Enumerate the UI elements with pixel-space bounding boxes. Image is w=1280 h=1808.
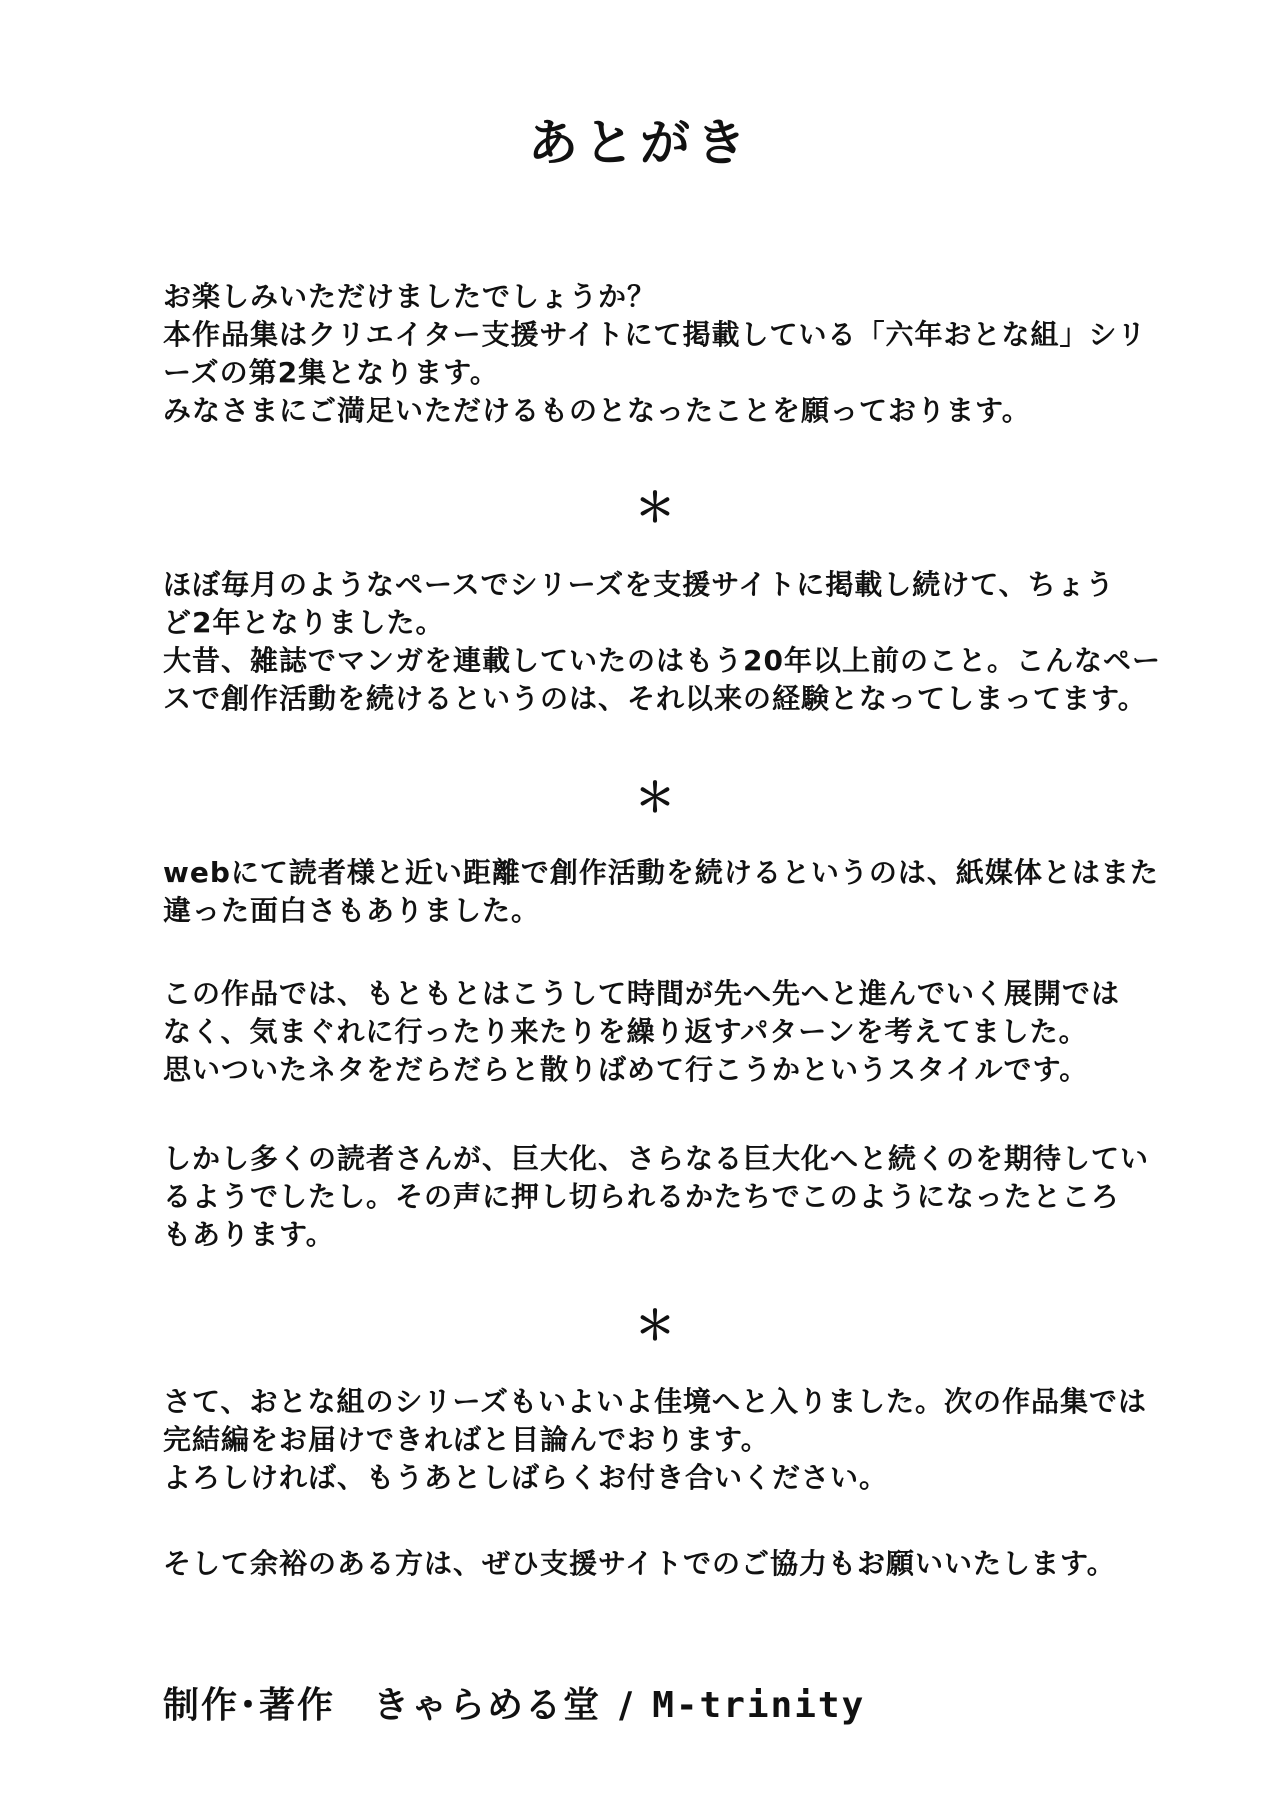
text-line: ほぼ毎月のようなペースでシリーズを支援サイトに掲載し続けて、ちょう <box>163 568 1115 601</box>
page-title: あとがき <box>528 113 752 172</box>
section-separator: ＊ <box>635 1303 675 1349</box>
text-line: お楽しみいただけましたでしょうか？ <box>163 280 657 313</box>
paragraph-support <box>163 1545 1123 1583</box>
text-line: よろしければ、もうあとしばらくお付き合いください。 <box>163 1461 889 1494</box>
text-line: 完結編をお届けできればと目論んでおります。 <box>163 1423 770 1456</box>
text-line: webにて読者様と近い距離で創作活動を続けるというのは、紙媒体とはまた <box>163 856 1159 889</box>
paragraph-readers <box>163 1140 1150 1254</box>
text-line: 違った面白さもありました。 <box>163 894 541 927</box>
text-line: スで創作活動を続けるというのは、それ以来の経験となってしまってます。 <box>163 682 1147 715</box>
text-line: なく、気まぐれに行ったり来たりを繰り返すパターンを考えてました。 <box>163 1015 1088 1048</box>
section-separator: ＊ <box>635 485 675 531</box>
text-line: 大昔、雑誌でマンガを連載していたのはもう20年以上前のこと。こんなペー <box>163 644 1161 677</box>
text-line: さて、おとな組のシリーズもいよいよ佳境へと入りました。次の作品集では <box>163 1385 1148 1418</box>
text-line: 本作品集はクリエイター支援サイトにて掲載している「六年おとな組」シリ <box>163 318 1147 351</box>
credit-label: 制作･著作 <box>163 1685 336 1726</box>
paragraph-history <box>163 566 1161 718</box>
text-line: そして余裕のある方は、ぜひ支援サイトでのご協力もお願いいたします。 <box>163 1547 1116 1580</box>
credit-author-jp: きゃらめる堂 <box>373 1685 602 1726</box>
text-line: ど2年となりました。 <box>163 606 445 639</box>
text-line: ーズの第2集となります。 <box>163 356 499 389</box>
paragraph-greeting <box>163 278 1147 430</box>
credit-line <box>163 1685 866 1726</box>
text-line: しかし多くの読者さんが、巨大化、さらなる巨大化へと続くのを期待してい <box>163 1142 1150 1175</box>
text-line: もあります。 <box>163 1218 335 1251</box>
credit-author-en: M-trinity <box>652 1685 866 1726</box>
paragraph-concept <box>163 975 1123 1089</box>
text-line: るようでしたし。その声に押し切られるかたちでこのようになったところ <box>163 1180 1120 1213</box>
paragraph-web <box>163 854 1159 930</box>
paragraph-next <box>163 1383 1148 1497</box>
credit-divider: / <box>619 1685 635 1726</box>
text-line: みなさまにご満足いただけるものとなったことを願っております。 <box>163 394 1031 427</box>
text-line: この作品では、もともとはこうして時間が先へ先へと進んでいく展開では <box>163 977 1121 1010</box>
text-line: 思いついたネタをだらだらと散りばめて行こうかというスタイルです。 <box>163 1053 1089 1086</box>
section-separator: ＊ <box>635 775 675 821</box>
